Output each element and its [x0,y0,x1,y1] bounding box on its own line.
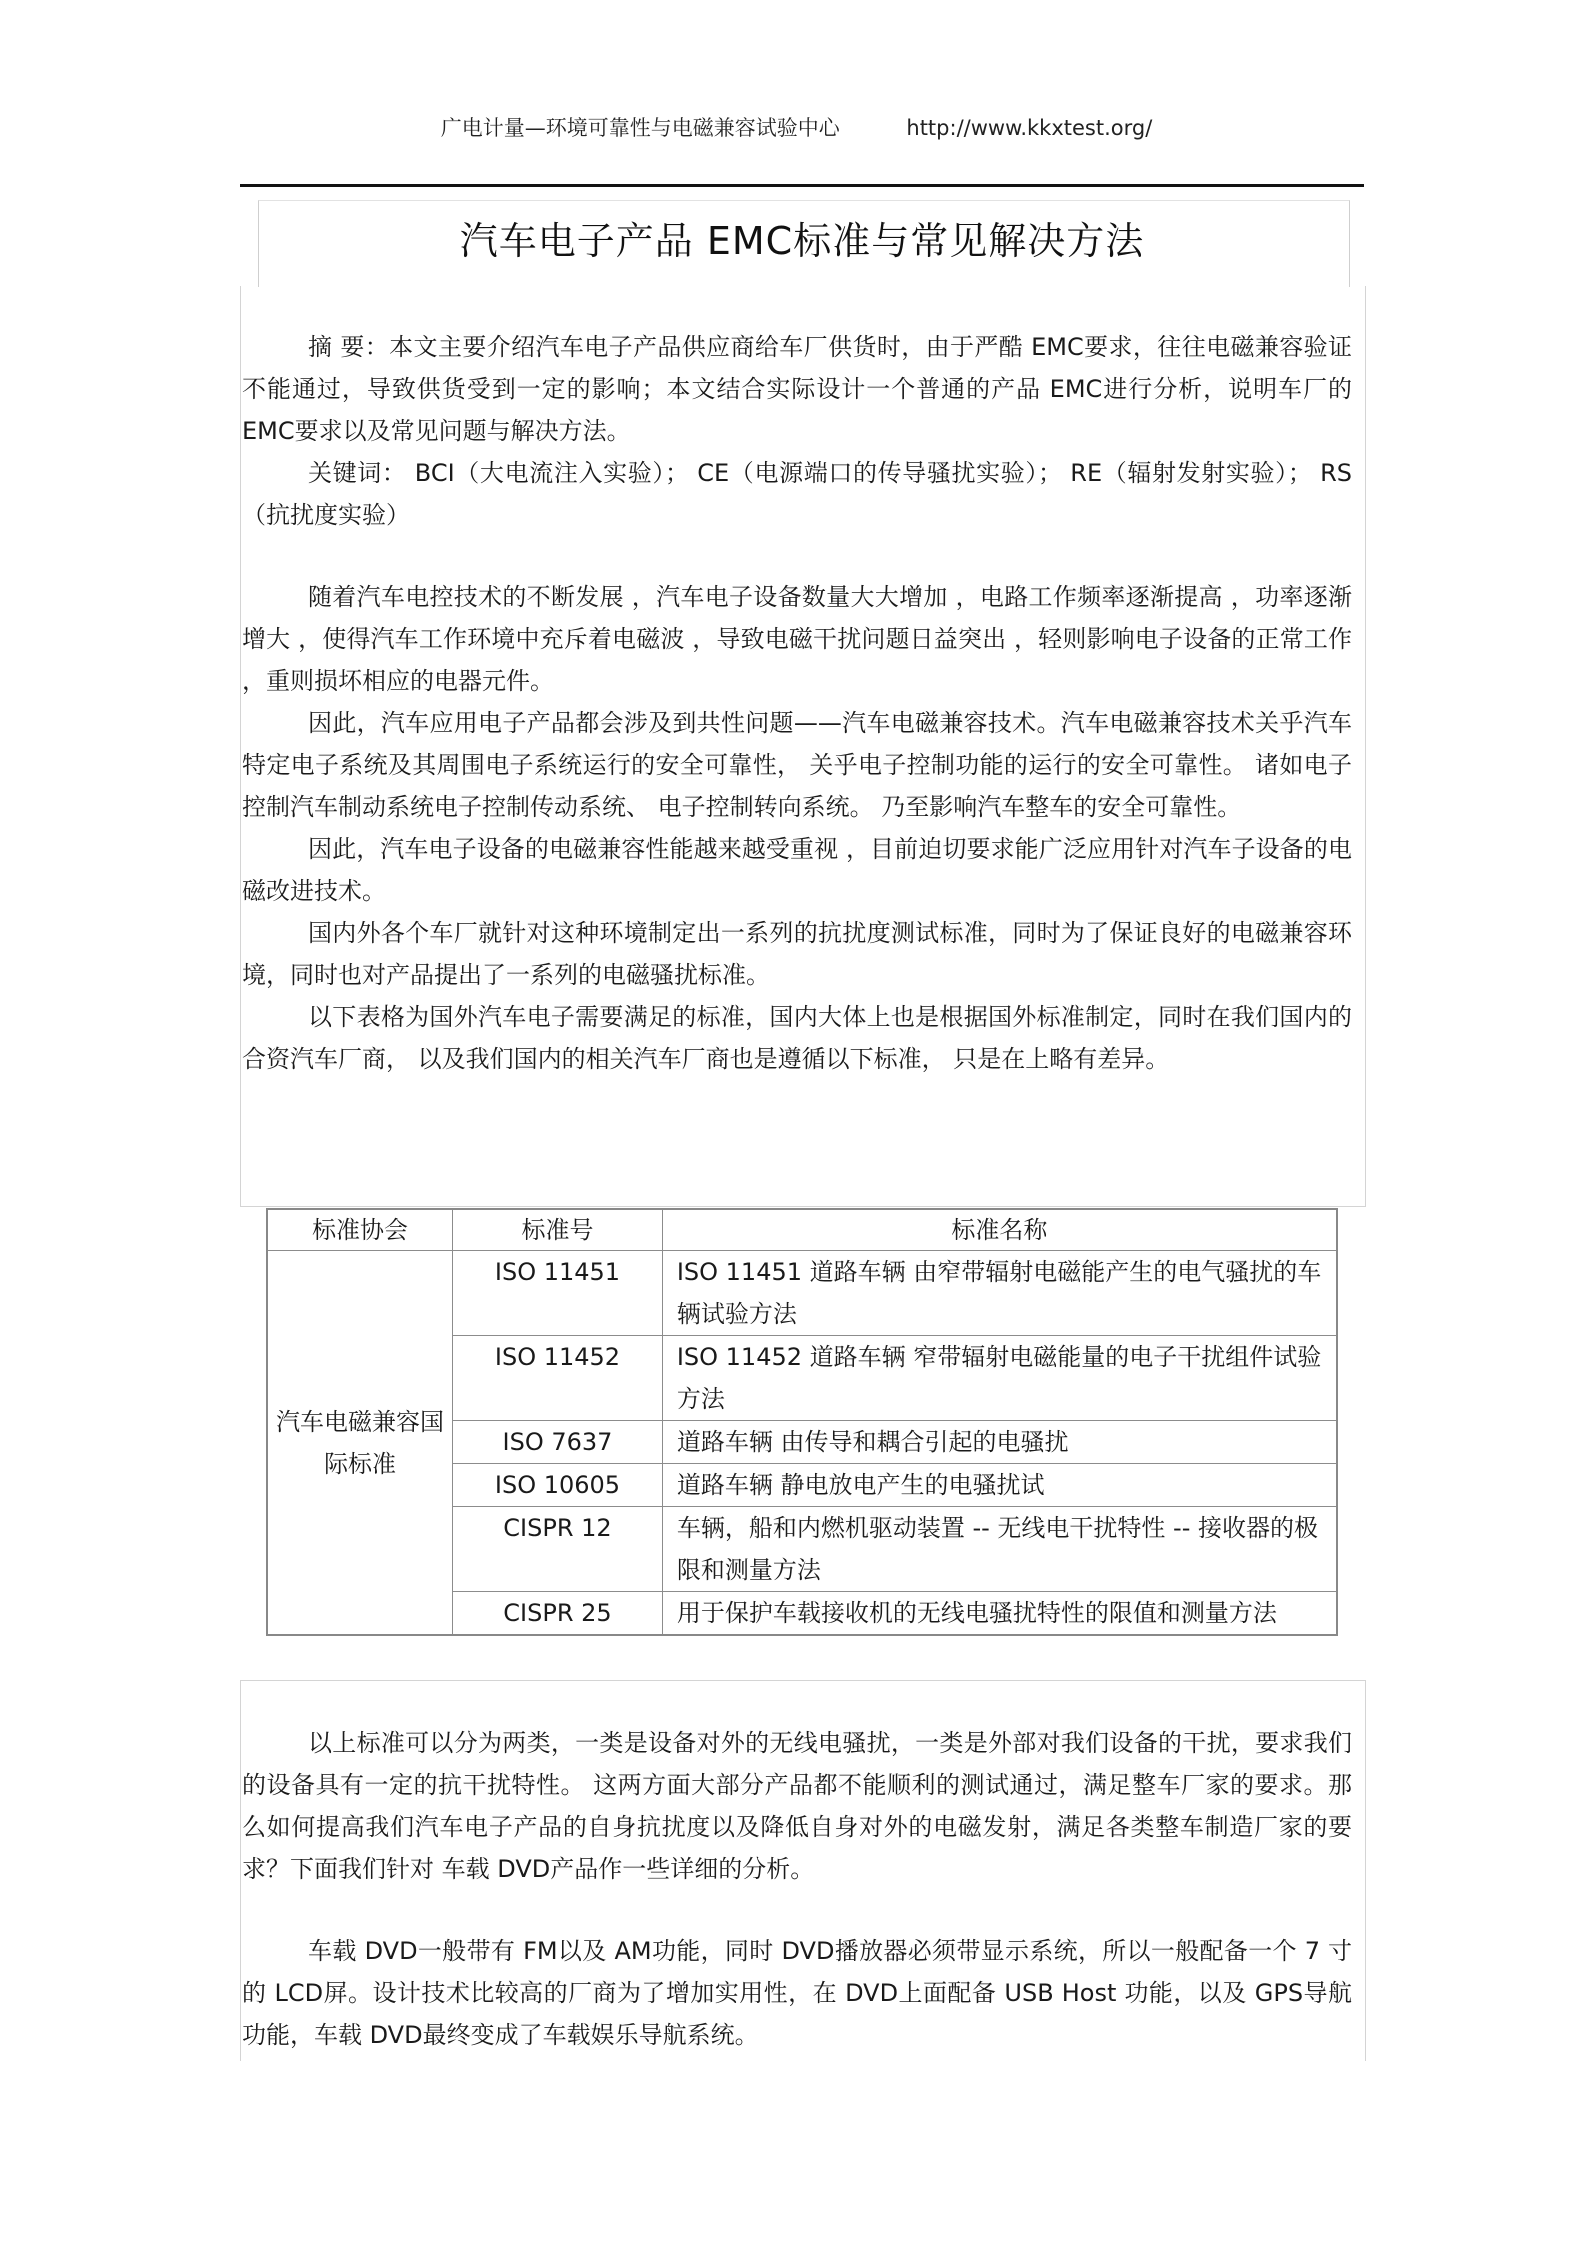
column-header: 标准协会 [267,1209,453,1251]
column-header: 标准名称 [662,1209,1337,1251]
body-paragraph: 随着汽车电控技术的不断发展 ，汽车电子设备数量大大增加 ，电路工作频率逐渐提高 ，功率逐渐增大 ，使得汽车工作环境中充斥着电磁波 ，导致电磁干扰问题日益突出 ，轻则影响电子设备的正常工作 ，重则损坏相应的电器元件。 [242,583,1352,695]
standard-number: CISPR 25 [453,1592,663,1636]
standards-table [266,1208,1338,1636]
body-paragraph: 国内外各个车厂就针对这种环境制定出一系列的抗扰度测试标准，同时为了保证良好的电磁兼容环境，同时也对产品提出了一系列的电磁骚扰标准。 [242,919,1352,989]
abstract-paragraph: 摘 要：本文主要介绍汽车电子产品供应商给车厂供货时，由于严酷 EMC要求，往往电磁兼容验证不能通过，导致供货受到一定的影响；本文结合实际设计一个普通的产品 EMC进行分析，说明车厂的 EMC要求以及常见问题与解决方法。 [242,333,1352,445]
standard-number: CISPR 12 [453,1507,663,1592]
standard-name: ISO 11452 道路车辆 窄带辐射电磁能量的电子干扰组件试验方法 [662,1336,1337,1421]
standard-name: ISO 11451 道路车辆 由窄带辐射电磁能产生的电气骚扰的车辆试验方法 [662,1251,1337,1336]
body-paragraph: 车载 DVD一般带有 FM以及 AM功能，同时 DVD播放器必须带显示系统，所以一般配备一个 7 寸的 LCD屏。设计技术比较高的厂商为了增加实用性，在 DVD上面配备 USB Host 功能，以及 GPS导航功能，车载 DVD最终变成了车载娱乐导航系统。 [242,1937,1352,2049]
standard-number: ISO 11452 [453,1336,663,1421]
document-title: 汽车电子产品 EMC标准与常见解决方法 [459,219,1145,263]
standard-name: 用于保护车载接收机的无线电骚扰特性的限值和测量方法 [662,1592,1337,1636]
standard-name: 道路车辆 由传导和耦合引起的电骚扰 [662,1421,1337,1464]
table-row [267,1251,1337,1336]
body-paragraph: 以上标准可以分为两类，一类是设备对外的无线电骚扰，一类是外部对我们设备的干扰，要求我们的设备具有一定的抗干扰特性。 这两方面大部分产品都不能顺利的测试通过，满足整车厂家的要求。那么如何提高我们汽车电子产品的自身抗扰度以及降低自身对外的电磁发射，满足各类整车制造厂家的要求？下面我们针对 车载 DVD产品作一些详细的分析。 [242,1729,1352,1883]
body-paragraph: 因此，汽车应用电子产品都会涉及到共性问题——汽车电磁兼容技术。汽车电磁兼容技术关乎汽车特定电子系统及其周围电子系统运行的安全可靠性， 关乎电子控制功能的运行的安全可靠性。 诸如电子控制汽车制动系统电子控制传动系统、 电子控制转向系统。 乃至影响汽车整车的安全可靠性。 [242,709,1352,821]
page-header [0,112,1593,142]
header-org: 广电计量—环境可靠性与电磁兼容试验中心 [440,116,840,140]
analysis-section [242,1722,1352,2056]
body-paragraph: 以下表格为国外汽车电子需要满足的标准，国内大体上也是根据国外标准制定，同时在我们国内的合资汽车厂商， 以及我们国内的相关汽车厂商也是遵循以下标准， 只是在上略有差异。 [242,1003,1352,1073]
standard-number: ISO 11451 [453,1251,663,1336]
table-header-row [267,1209,1337,1251]
keywords-paragraph: 关键词： BCI（大电流注入实验）； CE（电源端口的传导骚扰实验）； RE（辐射发射实验）； RS（抗扰度实验） [242,459,1352,529]
header-url[interactable]: http://www.kkxtest.org/ [906,116,1153,140]
header-rule [240,184,1364,187]
standard-number: ISO 10605 [453,1464,663,1507]
standards-org-cell: 汽车电磁兼容国际标准 [267,1251,453,1636]
standard-name: 道路车辆 静电放电产生的电骚扰试 [662,1464,1337,1507]
abstract-and-intro [242,326,1352,1080]
body-paragraph: 因此，汽车电子设备的电磁兼容性能越来越受重视 ，目前迫切要求能广泛应用针对汽车子设备的电磁改进技术。 [242,835,1352,905]
standard-number: ISO 7637 [453,1421,663,1464]
standard-name: 车辆，船和内燃机驱动装置 -- 无线电干扰特性 -- 接收器的极限和测量方法 [662,1507,1337,1592]
column-header: 标准号 [453,1209,663,1251]
